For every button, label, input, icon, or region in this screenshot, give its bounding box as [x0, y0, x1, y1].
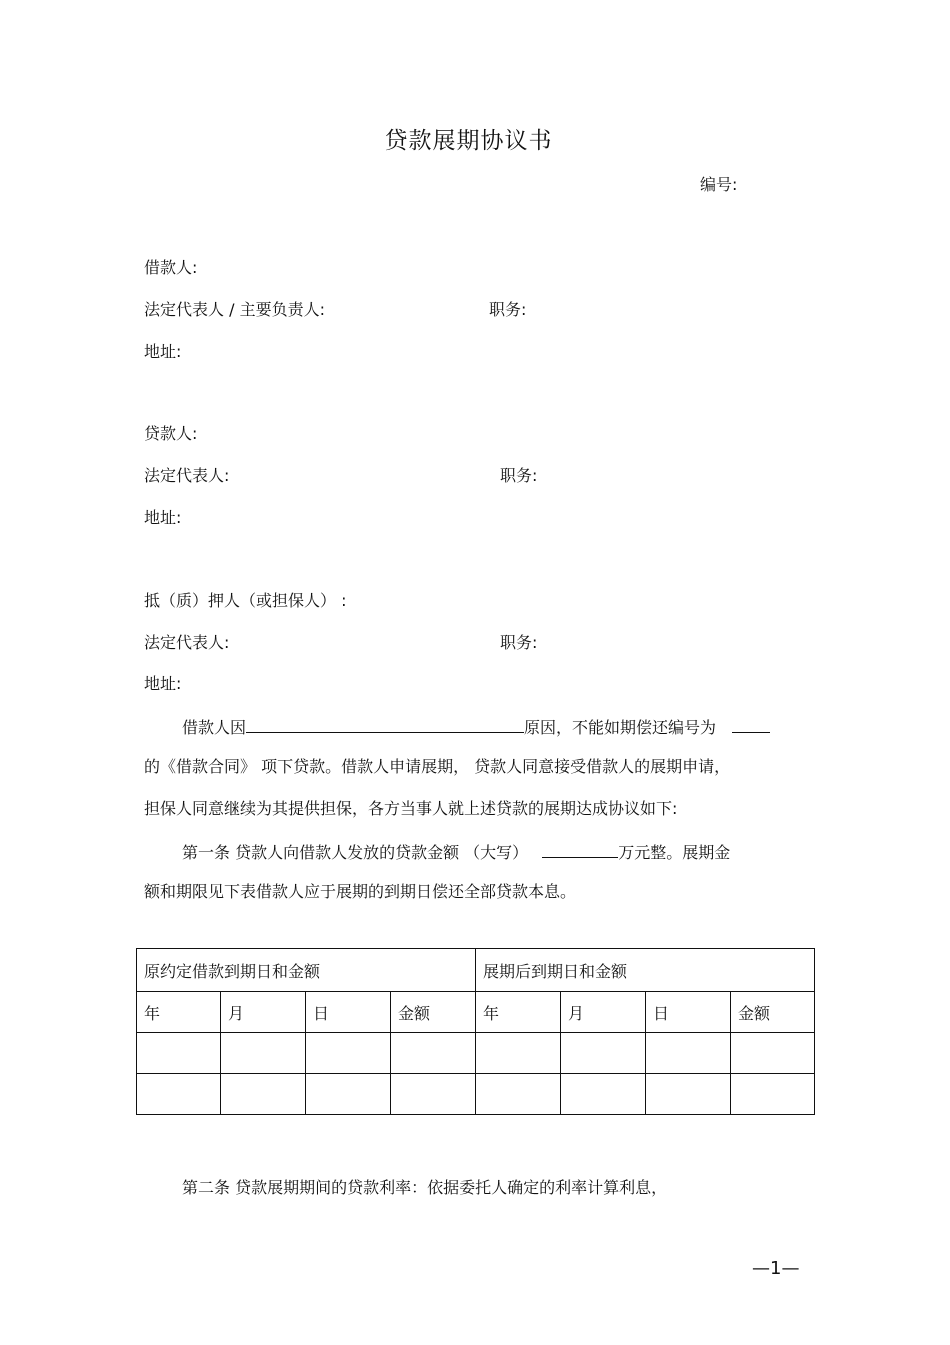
- guarantor-rep-label: 法定代表人:: [144, 633, 230, 652]
- column-header-month: 月: [221, 992, 306, 1033]
- table-cell: [391, 1033, 476, 1074]
- article-1-amount-suffix: 万元整。展期金: [618, 843, 731, 862]
- intro-line-2: 的《借款合同》 项下贷款。借款人申请展期， 贷款人同意接受借款人的展期申请，: [144, 757, 731, 776]
- page-number: —1—: [752, 1258, 800, 1279]
- table-cell: [137, 1074, 221, 1115]
- number-label: 编号:: [700, 175, 738, 194]
- column-header-day: 日: [306, 992, 391, 1033]
- table-cell: [306, 1033, 391, 1074]
- article-1-line-1: [182, 841, 730, 863]
- article-1-line-2: 额和期限见下表借款人应于展期的到期日偿还全部贷款本息。: [144, 882, 577, 901]
- reason-blank: [246, 716, 524, 733]
- borrower-address-label: 地址:: [144, 342, 182, 361]
- contract-number-blank: [732, 716, 770, 733]
- table-cell: [646, 1074, 731, 1115]
- article-2-line-1: 第二条 贷款展期期间的贷款利率：依据委托人确定的利率计算利息，: [182, 1178, 668, 1197]
- intro-contract-number-text: 原因，不能如期偿还编号为: [524, 718, 717, 737]
- table-cell: [646, 1033, 731, 1074]
- original-due-header: 原约定借款到期日和金额: [137, 949, 476, 992]
- table-cell: [221, 1074, 306, 1115]
- lender-label: 贷款人:: [144, 424, 198, 443]
- column-header-year: 年: [476, 992, 561, 1033]
- table-row: [137, 1033, 815, 1074]
- extension-table: [136, 948, 815, 1115]
- borrower-position-label: 职务:: [489, 300, 527, 319]
- column-header-amount: 金额: [391, 992, 476, 1033]
- table-cell: [561, 1074, 646, 1115]
- guarantor-position-label: 职务:: [500, 633, 538, 652]
- column-header-year: 年: [137, 992, 221, 1033]
- lender-address-label: 地址:: [144, 508, 182, 527]
- extended-due-header: 展期后到期日和金额: [476, 949, 815, 992]
- column-header-amount: 金额: [731, 992, 815, 1033]
- table-group-header-row: [137, 949, 815, 992]
- table-cell: [221, 1033, 306, 1074]
- table-cell: [137, 1033, 221, 1074]
- table-cell: [731, 1074, 815, 1115]
- table-row: [137, 1074, 815, 1115]
- lender-rep-label: 法定代表人:: [144, 466, 230, 485]
- table-cell: [476, 1033, 561, 1074]
- column-header-month: 月: [561, 992, 646, 1033]
- document-title: 贷款展期协议书: [384, 128, 553, 154]
- column-header-day: 日: [646, 992, 731, 1033]
- table-cell: [306, 1074, 391, 1115]
- article-1-amount-text: 第一条 贷款人向借款人发放的贷款金额 （大写）: [182, 843, 529, 862]
- intro-reason-prefix: 借款人因: [182, 718, 247, 737]
- intro-line-1: [182, 716, 770, 738]
- intro-line-3: 担保人同意继续为其提供担保，各方当事人就上述贷款的展期达成协议如下:: [144, 799, 678, 818]
- table-cell: [731, 1033, 815, 1074]
- table-cell: [561, 1033, 646, 1074]
- guarantor-label: 抵（质）押人（或担保人） :: [144, 591, 347, 610]
- borrower-rep-label: 法定代表人 / 主要负责人:: [144, 300, 325, 319]
- amount-blank: [542, 841, 618, 858]
- table-cell: [391, 1074, 476, 1115]
- borrower-label: 借款人:: [144, 258, 198, 277]
- lender-position-label: 职务:: [500, 466, 538, 485]
- guarantor-address-label: 地址:: [144, 674, 182, 693]
- table-cell: [476, 1074, 561, 1115]
- table-column-header-row: [137, 992, 815, 1033]
